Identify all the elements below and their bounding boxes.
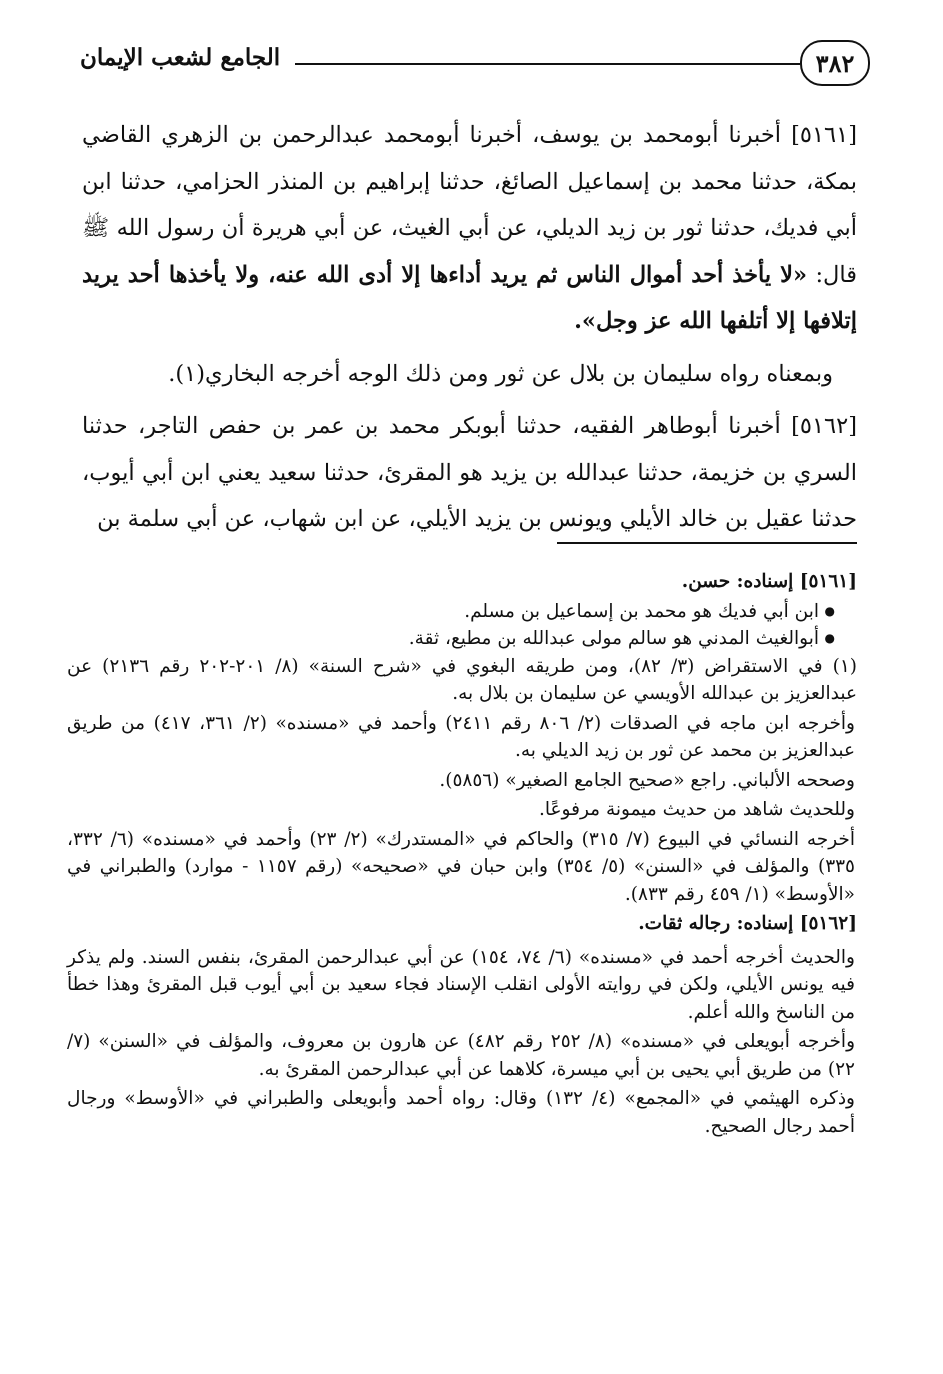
footnotes: [67, 568, 857, 1142]
header-rule: [295, 63, 800, 65]
footnote-1-nasai: أخرجه النسائي في البيوع (٧/ ٣١٥) والحاكم في «المستدرك» (٢/ ٢٣) وأحمد في «مسنده» (٦/ ٣٣٢، ٣٣٥) والمؤلف في «السنن» (٥/ ٣٥٤) وابن حبان في «صحيحه» (رقم ١١٥٧ - موارد) والطبراني في «الأوسط» (١/ ٤٥٩ رقم ٨٣٣).: [67, 828, 855, 905]
hadith-5161-note: وبمعناه رواه سليمان بن بلال عن ثور ومن ذلك الوجه أخرجه البخاري(١).: [168, 360, 833, 387]
hadith-5161: [82, 112, 857, 345]
footnote-5162-head: [٥١٦٢] إسناده: رجاله ثقات.: [638, 913, 857, 934]
footnote-5162-abu-yala: وأخرجه أبويعلى في «مسنده» (٨/ ٢٥٢ رقم ٤٨٢) عن هارون بن معروف، والمؤلف في «السنن» (٧/ ٢٢) من طريق أبي يحيى بن أبي ميسرة، كلاهما عن أبي عبدالرحمن المقرئ به.: [67, 1031, 855, 1080]
page-number: ٣٨٢: [800, 40, 870, 86]
list-item: ● أبوالغيث المدني هو سالم مولى عبدالله بن مطيع، ثقة.: [67, 625, 835, 653]
hadith-5161-matn: «لا يأخذ أحد أموال الناس ثم يريد أداءها إلا أدى الله عنه، ولا يأخذها أحد يريد إتلافها إلا أتلفها الله عز وجل».: [82, 261, 857, 334]
footnote-5161-head: [٥١٦١] إسناده: حسن.: [681, 571, 857, 592]
footnote-5162-haythami: وذكره الهيثمي في «المجمع» (٤/ ١٣٢) وقال: رواه أحمد وأبويعلى والطبراني في «الأوسط» ورجال أحمد رجال الصحيح.: [67, 1088, 855, 1137]
footnote-5162-ahmad: والحديث أخرجه أحمد في «مسنده» (٦/ ٧٤، ١٥٤) عن أبي عبدالرحمن المقرئ، بنفس السند. ولم يذكر فيه يونس الأيلي، ولكن في روايته الأولى انقلب الإسناد فجاء سعيد بن أبي أيوب قبل المقرئ وهذا خطأ من الناسخ والله أعلم.: [67, 946, 855, 1023]
footnote-1: (١) في الاستقراض (٣/ ٨٢)، ومن طريقه البغوي في «شرح السنة» (٨/ ٢٠١-٢٠٢ رقم ٢١٣٦) عن عبدالعزيز بن عبدالله الأويسي عن سليمان بن بلال به.: [67, 655, 857, 704]
footnote-separator: [557, 542, 857, 544]
book-title: الجامع لشعب الإيمان: [80, 44, 281, 71]
main-text: [82, 112, 857, 543]
page-header: [80, 38, 870, 98]
footnote-1-ibn-majah: وأخرجه ابن ماجه في الصدقات (٢/ ٨٠٦ رقم ٢٤١١) وأحمد في «مسنده» (٢/ ٣٦١، ٤١٧) من طريق عبدالعزيز بن محمد عن ثور بن زيد الديلي به.: [67, 712, 855, 761]
hadith-5162: [٥١٦٢] أخبرنا أبوطاهر الفقيه، حدثنا أبوبكر محمد بن عمر بن حفص التاجر، حدثنا السري بن خزيمة، حدثنا عبدالله بن يزيد هو المقرئ، حدثنا سعيد يعني ابن أبي أيوب، حدثنا عقيل بن خالد الأيلي ويونس بن يزيد الأيلي، عن ابن شهاب، عن أبي سلمة بن: [82, 413, 857, 532]
footnote-1-witness: وللحديث شاهد من حديث ميمونة مرفوعًا.: [538, 799, 855, 820]
footnote-1-albani: وصححه الألباني. راجع «صحيح الجامع الصغير» (٥٨٥٦).: [439, 769, 855, 791]
hadith-5161-isnad: [٥١٦١] أخبرنا أبومحمد بن يوسف، أخبرنا أبومحمد عبدالرحمن بن الزهري القاضي بمكة، حدثنا محمد بن إسماعيل الصائغ، حدثنا إبراهيم بن المنذر الحزامي، حدثنا ابن أبي فديك، حدثنا ثور بن زيد الديلي، عن أبي الغيث، عن أبي هريرة أن رسول الله ﷺ قال:: [82, 122, 857, 288]
footnote-5161-bullets: [67, 598, 857, 653]
list-item: ● ابن أبي فديك هو محمد بن إسماعيل بن مسلم.: [67, 598, 835, 626]
